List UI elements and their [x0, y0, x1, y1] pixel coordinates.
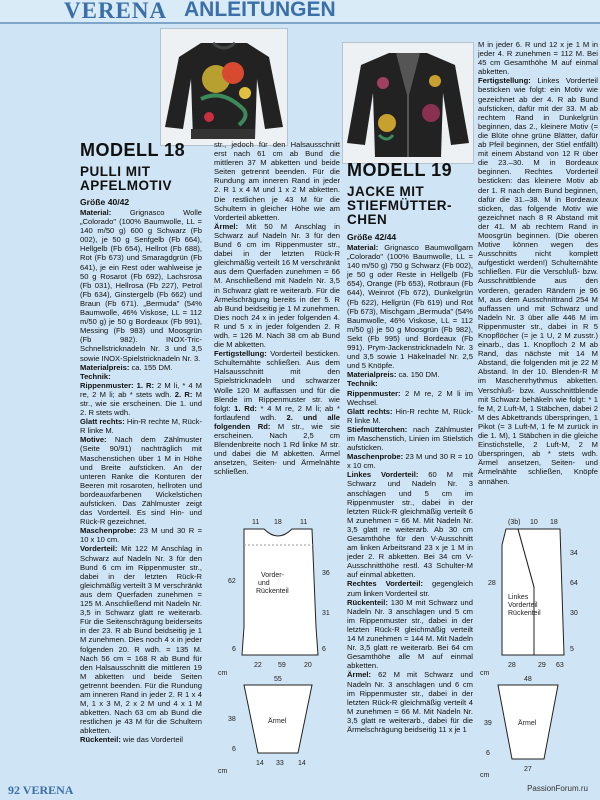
page-number — [8, 783, 73, 798]
model19-title: MODELL 19 — [347, 160, 453, 180]
instruction-paragraph: Materialpreis: ca. 155 DM. — [80, 362, 173, 372]
schematic18-dim: 36 — [322, 570, 330, 577]
schematic19-dim: 48 — [524, 676, 532, 683]
model19-name-line: STIEFMÜTTER- — [347, 198, 452, 213]
model18-schematic — [214, 515, 342, 783]
schematic18-dim: 55 — [274, 676, 282, 683]
schematic19-dim: 27 — [524, 766, 532, 773]
model19-name — [347, 185, 477, 227]
model19-size: Größe 42/44 — [347, 232, 397, 242]
schematic19-sleeve-label: Ärmel — [518, 720, 537, 727]
schematic19-dim: 18 — [550, 519, 558, 526]
instruction-paragraph: Materialpreis: ca. 150 DM. — [347, 370, 440, 380]
schematic19-front-label: Rückenteil — [508, 610, 541, 617]
instruction-paragraph: Technik: — [347, 379, 378, 389]
model19-name-line: JACKE MIT — [347, 184, 425, 199]
instruction-paragraph: Rechtes Vorderteil: gegengleich zum linken Vorderteil str. — [347, 579, 473, 598]
model18-size: Größe 40/42 — [80, 197, 130, 207]
schematic19-dim: 28 — [508, 662, 516, 669]
schematic18-dim: 11 — [252, 519, 260, 526]
section-title: ANLEITUNGEN — [184, 0, 336, 21]
model18-instructions-col1 — [80, 208, 202, 783]
schematic18-dim: 62 — [228, 578, 236, 585]
schematic19-dim: 5 — [570, 646, 574, 653]
schematic18-unit: cm — [218, 670, 228, 677]
model18-name-line: APFELMOTIV — [80, 178, 172, 193]
instruction-paragraph: M in jeder 6. R und 12 x je 1 M in jeder 4. R zunehmen = 112 M. Bei 45 cm Gesamthöhe M auf einmal abketten. — [478, 40, 598, 77]
instruction-paragraph: Stiefmütterchen: nach Zählmuster im Maschenstich, Linien im Stielstich aufsticken. — [347, 424, 473, 453]
model19-name-line: CHEN — [347, 212, 388, 227]
instruction-paragraph: Rippenmuster: 2 M re, 2 M li im Wechsel. — [347, 388, 473, 407]
schematic19-dim: 28 — [488, 580, 496, 587]
model19-jacket-photo — [342, 42, 474, 164]
schematic19-dim: 30 — [570, 610, 578, 617]
schematic19-unit: cm — [480, 772, 490, 779]
instruction-paragraph: str., jedoch für den Halsausschnitt erst nach 61 cm ab Bund die mittleren 37 M abketten und beide Seiten getrennt beenden. Für die Rundung am inneren Rand in jeder 2. R 1 x 4 M und 1 x 2 M abketten. Die restlichen je 43 M für die Schultern in gleicher Höhe wie am Vorderteil abketten. — [214, 140, 340, 222]
schematic18-front-label: und — [258, 580, 270, 587]
model18-name-line: PULLI MIT — [80, 164, 151, 179]
instruction-paragraph: Rippenmuster: 1. R: 2 M li, * 4 M re, 2 M li; ab * stets wdh. 2. R: M str., wie sie erscheinen. Die 1. und 2. R stets wdh. — [80, 380, 202, 418]
schematic18-unit: cm — [218, 768, 228, 775]
model18-title: MODELL 18 — [80, 140, 186, 160]
schematic19-dim: 63 — [556, 662, 564, 669]
instruction-paragraph: Rückenteil: wie das Vorderteil — [80, 735, 183, 745]
schematic18-dim: 14 — [256, 760, 264, 767]
schematic18-dim: 31 — [322, 610, 330, 617]
instruction-paragraph: Ärmel: 62 M mit Schwarz und Nadeln Nr. 3 anschlagen und 6 cm im Rippenmuster str., dabei in der letzten Rück-R gleichmäßig verteilt 4 M zunehmen = 66 M. Mit Nadeln Nr. 3,5 glatt re weiterarb., dabei für die Ärmelschrägung beidseitig 11 x je 1 — [347, 670, 473, 734]
schematic19-dim: 6 — [486, 750, 490, 757]
schematic18-dim: 18 — [274, 519, 282, 526]
page-number-value: 92 — [8, 783, 20, 797]
watermark: PassionForum.ru — [527, 784, 588, 793]
schematic18-dim: 22 — [254, 662, 262, 669]
model18-instructions-col2 — [214, 140, 340, 508]
instruction-paragraph: Glatt rechts: Hin-R rechte M, Rück-R linke M. — [80, 417, 202, 436]
schematic18-dim: 11 — [300, 519, 308, 526]
model19-instructions-col3 — [347, 243, 473, 783]
footer-brand: VERENA — [22, 783, 74, 797]
page-header — [0, 0, 600, 24]
schematic18-dim: 14 — [298, 760, 306, 767]
schematic18-dim: 33 — [276, 760, 284, 767]
schematic18-dim: 6 — [232, 646, 236, 653]
schematic18-dim: 6 — [322, 646, 326, 653]
model19-instructions-col4 — [478, 40, 598, 508]
schematic18-front-label: Vorder- — [261, 572, 284, 579]
instruction-paragraph: Material: Grignasco Baumwollgarn „Colorado" (100% Baumwolle, LL = 140 m/50 g) 750 g Schwarz (Fb 002), je 50 g oder Reste in Hellgelb (Fb 654), Orange (Fb 653), Rotbraun (Fb 644), Weinrot (Fb 672), Dunkelgrün (Fb 622), Hellgrün (Fb 619) und Rot (Fb 673), Mischgarn „Bermuda" (54% Baumwolle, 46% Viskose, LL = 112 m/50 g) je 50 g Moosgrün (Fb 982), Sekt (Fb 995) und Bordeaux (Fb 991). Prym-Jackenstricknadeln Nr. 3 und 3,5 sowie 1 Häkelnadel Nr. 2,5 und 5 Knöpfe. — [347, 243, 473, 371]
instruction-paragraph: Fertigstellung: Vorderteil besticken. Schulternähte schließen. Aus dem Halsausschnitt mit den Spielstricknadeln und schwarzer Wolle 120 M auffassen und für die Blende im Rippenmuster str. wie folgt: 1. Rd: * 4 M re, 2 M li; ab * fortlaufend wdh. 2. und alle folgenden Rd: M str., wie sie erscheinen. Nach 2,5 cm Blendenbreite noch 1 Rd linke M str. und dabei die M abketten. Ärmel ansetzen, Seiten- und Ärmelnähte schließen. — [214, 349, 340, 477]
instruction-paragraph: Linkes Vorderteil: 60 M mit Schwarz und Nadeln Nr. 3 anschlagen und 5 cm im Rippenmuster str., dabei in der letzten Rück-R gleichmäßig verteilt 6 M zunehmen = 66 M. Mit Nadeln Nr. 3,5 glatt re weiterarb. Ab 30 cm Gesamthöhe für den V-Ausschnitt am linken Arbeitsrand 23 x je 1 M in jeder 2. R abketten. Bei 34 cm V-Ausschnitthöhe restl. 43 Schulter-M auf einmal abketten. — [347, 470, 473, 580]
schematic19-unit: cm — [480, 670, 490, 677]
instruction-paragraph: Rückenteil: 130 M mit Schwarz und Nadeln Nr. 3 anschlagen und 5 cm im Rippenmuster str., dabei in der letzten Rück-R gleichmäßig verteilt 14 M zunehmen = 144 M. Mit Nadeln Nr. 3,5 glatt re weiterarb. Bei 64 cm Gesamthöhe alle M auf einmal abketten. — [347, 597, 473, 671]
schematic18-dim: 6 — [232, 746, 236, 753]
schematic18-dim: 38 — [228, 716, 236, 723]
instruction-paragraph: Technik: — [80, 371, 111, 381]
magazine-brand: VERENA — [64, 0, 168, 23]
schematic19-dim: 10 — [530, 519, 538, 526]
instruction-paragraph: Fertigstellung: Linkes Vorderteil besticken wie folgt: ein Motiv wie gezeichnet ab der 4. R ab Bund aufsticken, dafür mit der 33. M ab rechtem Rand in Dunkelgrün beginnen, das 2., kleinere Motiv (= die Blüte ohne grüne Blätter, dafür ab Pfeil beginnen, der Stiel entfällt) mit einem Abstand von 12 R über die 23.–30. M in Bordeaux beginnen. Rechtes Vorderteil besticken: das kleinere Motiv ab der 1. R nach dem Bund beginnen, dafür die 31.–38. M in Bordeaux sticken, das folgende Motiv wie gezeichnet nach 8 R Abstand mit der 41. M ab rechtem Rand in Moosgrün beginnen. (Die oberen Motive können wegen des Ausschnitts nicht komplett aufgestickt werden!) Schulternähte schließen. Für die Verschluß- bzw. Ausschnittblende aus den vorderen, geraden Rändern je 96 M, aus dem Ausschnittrand 254 M auffassen und mit Schwarz und Nadeln Nr. 3 über alle 446 M im Rippenmuster str., dabei in R 5 Knopflöcher (= je 1 U, 2 M zusstr.) einarb., das 1. Knopfloch 2 M ab Rand, das nächste mit 14 M Abstand, die folgenden mit je 22 M Abstand. In der 10. Blenden-R M im Maschenrhythmus abketten. Verschluß- bzw. Ausschnittblende mit Schwarz behäkeln wie folgt: * 1 fe M, 2 Luft-M, 1 Stäbchen, dabei 2 M des Abkettrands überspringen, 1 Pikot (= 3 Luft-M, 1 fe M zurück in die 1. M), 1 Stäbchen in die gleiche Einstichstelle, 2 Luft-M, 2 M überspringen, ab * stets wdh. Ärmel ansetzen, Seiten- und Ärmelnähte schließen, Knöpfe annähen. — [478, 76, 598, 486]
instruction-paragraph: Material: Grignasco Wolle „Colorado" (100% Baumwolle, LL = 140 m/50 g) 600 g Schwarz (Fb 002), je 50 g Senfgelb (Fb 664), Hellgelb (Fb 654), Hellrot (Fb 688), Rot (Fb 673) und Smaragdgrün (Fb 641), je ein Rest oder wahlweise je 50 g Rosarot (Fb 692), Lachsrosa (Fb 031), Hellrosa (Fb 227), Petrol (Fb 634), Ginstergelb (Fb 662) und Braun (Fb 671). „Bermuda" (54% Baumwolle, 46% Viskose, LL = 112 m/50 g) je 50 g Bordeaux (Fb 991), Messing (Fb 983) und Moosgrün (Fb 982). INOX-Tric-Schnellstricknadeln Nr. 3 und 3,5 sowie INOX-Spielstricknadeln Nr. 3. — [80, 208, 202, 363]
instruction-paragraph: Maschenprobe: 23 M und 30 R = 10 x 10 cm. — [347, 452, 473, 471]
instruction-paragraph: Ärmel: Mit 50 M Anschlag in Schwarz auf Nadeln Nr. 3 für den Bund 6 cm im Rippenmuster str., dabei in der letzten Rück-R gleichmäßig verteilt 16 M verschränkt aus dem Querfaden zunehmen = 66 M. Anschließend mit Nadeln Nr. 3,5 in Schwarz glatt re weiterarb. Für die Ärmelschrägung bereits in der 5. R ab Bund beidseitig je 1 M zunehmen. Dies noch 24 x in jeder folgenden 4. R und 5 x in jeder folgenden 2. R wdh. = 126 M. Nach 38 cm ab Bund die M abketten. — [214, 221, 340, 350]
schematic19-dim: 34 — [570, 550, 578, 557]
model19-schematic — [478, 515, 598, 783]
schematic19-front-label: Linkes — [508, 594, 529, 601]
instruction-paragraph: Glatt rechts: Hin-R rechte M, Rück-R linke M. — [347, 406, 473, 425]
schematic19-dim: 29 — [538, 662, 546, 669]
schematic18-front-label: Rückenteil — [256, 588, 289, 595]
schematic19-dim: 39 — [484, 720, 492, 727]
model18-name — [80, 165, 200, 193]
schematic19-front-label: Vorderteil — [508, 602, 538, 609]
schematic18-dim: 59 — [278, 662, 286, 669]
instruction-paragraph: Vorderteil: Mit 122 M Anschlag in Schwarz auf Nadeln Nr. 3 für den Bund 6 cm im Rippenmuster str., dabei in der letzten Rück-R gleichmäßig verteilt 3 M verschränkt aus dem Querfaden zunehmen = 125 M. Anschließend mit Nadeln Nr. 3,5 in Schwarz glatt re weiterarb. Für die Seitenschrägung beiderseits in der 23. R ab Bund beidseitig je 1 M zunehmen. Dies noch 4 x in jeder folgenden 20. R wdh. = 135 M. Nach 56 cm = 168 R ab Bund für den Halsausschnitt die mittleren 19 M abketten und beide Seiten getrennt beenden. Für die Rundung am inneren Rand in jeder 2. R 1 x 4 M, 1 x 3 M, 2 x 2 M und 4 x 1 M abketten. Nach 63 cm ab Bund die restlichen je 43 M für die Schultern abketten. — [80, 544, 202, 736]
model18-sweater-photo — [160, 28, 288, 146]
instruction-paragraph: Maschenprobe: 23 M und 30 R = 10 x 10 cm. — [80, 526, 202, 545]
schematic19-dim: (3b) — [508, 519, 521, 526]
schematic18-sleeve-label: Ärmel — [268, 718, 287, 725]
schematic18-dim: 20 — [304, 662, 312, 669]
schematic19-dim: 64 — [570, 580, 578, 587]
instruction-paragraph: Motive: Nach dem Zählmuster (Seite 90/91) nachträglich mit Maschenstichen über 1 M in Höhe und Breite aufsticken. An der unteren Ranke die Konturen der Beeren mit rosaroten, hellroten und bordeauxfarbenen Wickelstichen aufsticken. Das Zählmuster zeigt das Vorderteil. Es sind Hin- und Rück-R gezeichnet. — [80, 435, 202, 527]
